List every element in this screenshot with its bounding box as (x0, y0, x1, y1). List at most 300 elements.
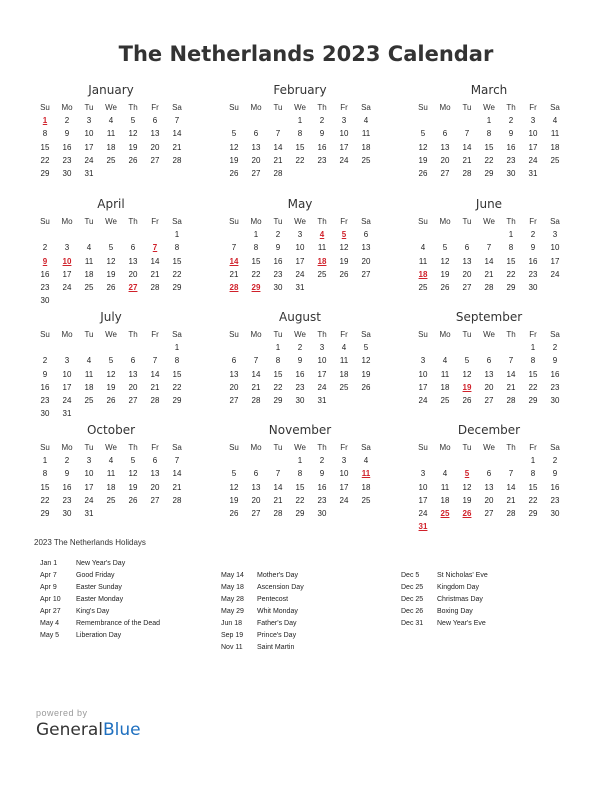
day-cell: 15 (506, 256, 516, 266)
day-cell: 11 (550, 129, 560, 139)
day-cell: 14 (484, 256, 494, 266)
day-cell: 27 (251, 168, 261, 178)
weekday-label: We (105, 103, 117, 112)
weekday-label: Th (506, 217, 516, 226)
holiday-date: Apr 27 (40, 608, 61, 615)
day-cell: 6 (486, 356, 492, 366)
day-cell: 22 (40, 495, 50, 505)
day-cell: 6 (253, 469, 259, 479)
day-cell: 27 (484, 395, 494, 405)
day-cell: 3 (420, 356, 426, 366)
holiday-item (221, 582, 304, 594)
day-cell: 9 (42, 256, 48, 266)
day-cell: 11 (106, 129, 116, 139)
day-cell: 20 (229, 382, 239, 392)
holiday-item (40, 582, 160, 594)
day-cell: 25 (440, 395, 450, 405)
day-cell: 8 (275, 356, 281, 366)
weekday-label: Su (40, 443, 50, 452)
day-cell: 10 (84, 469, 94, 479)
day-cell: 23 (62, 495, 72, 505)
day-cell: 28 (251, 395, 261, 405)
day-cell: 25 (84, 395, 94, 405)
holiday-item (40, 558, 160, 570)
day-cell: 10 (339, 129, 349, 139)
day-cell: 10 (84, 129, 94, 139)
weekday-label: We (105, 330, 117, 339)
day-cell: 7 (464, 129, 470, 139)
day-cell: 13 (251, 142, 261, 152)
holiday-date: May 18 (221, 584, 244, 591)
day-cell: 25 (106, 155, 116, 165)
day-cell: 26 (440, 282, 450, 292)
day-cell: 20 (128, 382, 138, 392)
day-cell: 5 (341, 230, 347, 240)
day-cell: 30 (506, 168, 516, 178)
day-cell: 11 (339, 356, 349, 366)
weekday-label: We (294, 330, 306, 339)
weekday-label: Sa (550, 103, 560, 112)
weekday-label: Sa (172, 330, 182, 339)
day-cell: 24 (528, 155, 538, 165)
weekday-label: Mo (61, 330, 73, 339)
month-grid (223, 215, 377, 294)
day-cell: 22 (295, 495, 305, 505)
weekday-label: Fr (529, 330, 537, 339)
day-cell: 4 (108, 116, 114, 126)
day-cell: 14 (506, 482, 516, 492)
day-cell: 27 (128, 395, 138, 405)
day-cell: 18 (106, 482, 116, 492)
weekday-label: Th (128, 217, 138, 226)
month-name: September (455, 310, 523, 324)
weekday-label: Fr (151, 103, 159, 112)
day-cell: 3 (64, 243, 70, 253)
empty-cell (245, 114, 267, 127)
day-cell: 27 (229, 395, 239, 405)
weekday-label: Sa (361, 103, 371, 112)
day-cell: 21 (506, 495, 516, 505)
day-cell: 8 (42, 129, 48, 139)
day-cell: 12 (440, 256, 450, 266)
weekday-label: Fr (340, 443, 348, 452)
empty-cell (500, 341, 522, 354)
day-cell: 13 (128, 369, 138, 379)
day-cell: 3 (297, 230, 303, 240)
holiday-item (221, 606, 304, 618)
day-cell: 12 (106, 256, 116, 266)
holiday-name: Kingdom Day (437, 584, 480, 591)
weekday-label: Tu (462, 103, 472, 112)
day-cell: 23 (550, 382, 560, 392)
day-cell: 24 (62, 395, 72, 405)
day-cell: 12 (229, 482, 239, 492)
day-cell: 14 (150, 369, 160, 379)
day-cell: 2 (552, 343, 558, 353)
day-cell: 23 (528, 269, 538, 279)
day-cell: 2 (319, 116, 325, 126)
day-cell: 22 (251, 269, 261, 279)
day-cell: 3 (420, 469, 426, 479)
day-cell: 5 (130, 116, 136, 126)
day-cell: 15 (273, 369, 283, 379)
weekday-label: Th (506, 330, 516, 339)
weekday-label: We (294, 103, 306, 112)
day-cell: 21 (273, 495, 283, 505)
day-cell: 20 (462, 269, 472, 279)
day-cell: 7 (231, 243, 237, 253)
day-cell: 5 (231, 129, 237, 139)
day-cell: 1 (174, 230, 180, 240)
holiday-name: Father's Day (257, 620, 297, 627)
day-cell: 25 (440, 508, 450, 518)
weekday-label: We (483, 103, 495, 112)
day-cell: 11 (361, 469, 371, 479)
day-cell: 7 (486, 243, 492, 253)
day-cell: 14 (150, 256, 160, 266)
day-cell: 22 (172, 382, 182, 392)
day-cell: 15 (528, 482, 538, 492)
month-august (223, 309, 377, 407)
day-cell: 3 (552, 230, 558, 240)
day-cell: 14 (172, 469, 182, 479)
day-cell: 11 (84, 256, 94, 266)
day-cell: 30 (40, 409, 50, 419)
day-cell: 24 (550, 269, 560, 279)
weekday-label: Mo (61, 103, 73, 112)
holiday-name: Christmas Day (437, 596, 483, 603)
month-name: August (279, 310, 321, 324)
day-cell: 4 (86, 243, 92, 253)
day-cell: 25 (84, 282, 94, 292)
day-cell: 9 (64, 129, 70, 139)
day-cell: 6 (442, 129, 448, 139)
day-cell: 26 (418, 168, 428, 178)
day-cell: 6 (152, 116, 158, 126)
day-cell: 17 (62, 382, 72, 392)
day-cell: 6 (152, 456, 158, 466)
day-cell: 1 (297, 116, 303, 126)
day-cell: 23 (550, 495, 560, 505)
holiday-item (221, 642, 304, 654)
holiday-item (40, 630, 160, 642)
empty-cell (412, 454, 434, 467)
day-cell: 12 (339, 243, 349, 253)
weekday-label: Su (418, 330, 428, 339)
day-cell: 6 (486, 469, 492, 479)
day-cell: 14 (273, 482, 283, 492)
empty-cell (100, 228, 122, 241)
month-name: December (457, 423, 521, 437)
day-cell: 24 (62, 282, 72, 292)
day-cell: 23 (317, 155, 327, 165)
empty-cell (456, 454, 478, 467)
holiday-date: Jan 1 (40, 560, 58, 567)
day-cell: 15 (40, 482, 50, 492)
holiday-item (221, 630, 304, 642)
day-cell: 10 (317, 356, 327, 366)
day-cell: 20 (484, 382, 494, 392)
day-cell: 20 (150, 482, 160, 492)
empty-cell (456, 228, 478, 241)
day-cell: 28 (273, 508, 283, 518)
holiday-date: May 28 (221, 596, 244, 603)
day-cell: 12 (128, 129, 138, 139)
day-cell: 15 (484, 142, 494, 152)
day-cell: 17 (84, 142, 94, 152)
month-grid (223, 328, 377, 407)
empty-cell (412, 341, 434, 354)
weekday-label: Su (229, 443, 239, 452)
day-cell: 4 (552, 116, 558, 126)
day-cell: 17 (418, 495, 428, 505)
day-cell: 9 (275, 243, 281, 253)
day-cell: 17 (339, 142, 349, 152)
holiday-item (40, 618, 160, 630)
day-cell: 8 (297, 129, 303, 139)
weekday-label: Su (229, 217, 239, 226)
day-cell: 19 (361, 369, 371, 379)
weekday-label: Th (128, 443, 138, 452)
day-cell: 31 (295, 282, 305, 292)
day-cell: 25 (361, 155, 371, 165)
holiday-name: St Nicholas' Eve (437, 572, 488, 579)
month-grid (34, 101, 188, 180)
day-cell: 1 (174, 343, 180, 353)
weekday-label: Fr (529, 217, 537, 226)
day-cell: 18 (361, 482, 371, 492)
weekday-label: Th (317, 103, 327, 112)
day-cell: 7 (253, 356, 259, 366)
day-cell: 1 (297, 456, 303, 466)
day-cell: 3 (341, 456, 347, 466)
day-cell: 14 (229, 256, 239, 266)
day-cell: 7 (508, 356, 514, 366)
day-cell: 10 (339, 469, 349, 479)
day-cell: 8 (530, 356, 536, 366)
month-name: January (88, 83, 134, 97)
day-cell: 4 (108, 456, 114, 466)
day-cell: 11 (106, 469, 116, 479)
day-cell: 8 (530, 469, 536, 479)
weekday-label: Sa (172, 443, 182, 452)
day-cell: 1 (253, 230, 259, 240)
day-cell: 18 (84, 382, 94, 392)
day-cell: 19 (440, 269, 450, 279)
day-cell: 18 (317, 256, 327, 266)
day-cell: 14 (506, 369, 516, 379)
weekday-label: Tu (84, 443, 94, 452)
weekday-label: Mo (61, 217, 73, 226)
day-cell: 7 (174, 456, 180, 466)
weekday-label: Su (229, 103, 239, 112)
holiday-name: Boxing Day (437, 608, 473, 615)
holiday-name: Whit Monday (257, 608, 298, 615)
day-cell: 8 (508, 243, 514, 253)
holiday-date: Apr 7 (40, 572, 57, 579)
day-cell: 28 (462, 168, 472, 178)
empty-cell (223, 114, 245, 127)
day-cell: 22 (528, 495, 538, 505)
day-cell: 16 (295, 369, 305, 379)
weekday-label: Sa (550, 443, 560, 452)
day-cell: 28 (172, 495, 182, 505)
weekday-label: Mo (250, 443, 262, 452)
day-cell: 3 (530, 116, 536, 126)
day-cell: 16 (550, 369, 560, 379)
day-cell: 21 (273, 155, 283, 165)
day-cell: 2 (275, 230, 281, 240)
day-cell: 18 (361, 142, 371, 152)
day-cell: 31 (418, 522, 428, 532)
day-cell: 2 (297, 343, 303, 353)
day-cell: 18 (440, 382, 450, 392)
day-cell: 10 (295, 243, 305, 253)
day-cell: 30 (62, 508, 72, 518)
day-cell: 13 (462, 256, 472, 266)
empty-cell (434, 341, 456, 354)
day-cell: 5 (464, 356, 470, 366)
day-cell: 5 (464, 469, 470, 479)
day-cell: 24 (84, 495, 94, 505)
day-cell: 10 (62, 369, 72, 379)
day-cell: 8 (253, 243, 259, 253)
weekday-label: Su (40, 330, 50, 339)
month-grid (412, 328, 566, 407)
day-cell: 18 (84, 269, 94, 279)
weekday-label: Tu (462, 330, 472, 339)
day-cell: 9 (552, 356, 558, 366)
day-cell: 29 (506, 282, 516, 292)
day-cell: 28 (172, 155, 182, 165)
weekday-label: Mo (439, 217, 451, 226)
month-november (223, 422, 377, 520)
holiday-date: Apr 9 (40, 584, 57, 591)
day-cell: 6 (464, 243, 470, 253)
holiday-name: Prince's Day (257, 632, 297, 639)
weekday-label: Fr (529, 443, 537, 452)
holiday-item (40, 606, 160, 618)
month-name: February (273, 83, 327, 97)
day-cell: 12 (128, 469, 138, 479)
empty-cell (223, 454, 245, 467)
day-cell: 27 (484, 508, 494, 518)
holiday-name: Easter Sunday (76, 584, 122, 591)
month-grid (34, 215, 188, 307)
weekday-label: Tu (462, 217, 472, 226)
holiday-name: Easter Monday (76, 596, 124, 603)
day-cell: 30 (317, 508, 327, 518)
day-cell: 3 (64, 356, 70, 366)
day-cell: 23 (40, 282, 50, 292)
day-cell: 16 (62, 482, 72, 492)
weekday-label: Sa (361, 443, 371, 452)
day-cell: 28 (273, 168, 283, 178)
day-cell: 11 (418, 256, 428, 266)
holiday-name: New Year's Day (76, 560, 126, 567)
logo-blue: Blue (103, 720, 141, 740)
day-cell: 11 (440, 369, 450, 379)
month-grid (223, 101, 377, 180)
empty-cell (34, 341, 56, 354)
day-cell: 14 (251, 369, 261, 379)
day-cell: 31 (62, 409, 72, 419)
weekday-label: Sa (172, 103, 182, 112)
weekday-label: Tu (273, 103, 283, 112)
weekday-label: We (483, 330, 495, 339)
day-cell: 15 (40, 142, 50, 152)
day-cell: 28 (506, 508, 516, 518)
holiday-item (221, 594, 304, 606)
day-cell: 21 (150, 382, 160, 392)
day-cell: 28 (229, 282, 239, 292)
holiday-name: King's Day (76, 608, 110, 615)
month-march (412, 82, 566, 180)
month-january (34, 82, 188, 180)
day-cell: 11 (361, 129, 371, 139)
weekday-label: Tu (84, 330, 94, 339)
day-cell: 30 (550, 395, 560, 405)
day-cell: 18 (339, 369, 349, 379)
holiday-item (401, 582, 488, 594)
day-cell: 7 (508, 469, 514, 479)
day-cell: 5 (108, 356, 114, 366)
day-cell: 21 (484, 269, 494, 279)
month-name: May (287, 197, 313, 211)
holiday-date: Nov 11 (221, 644, 243, 651)
day-cell: 27 (462, 282, 472, 292)
holiday-date: Dec 25 (401, 596, 424, 603)
day-cell: 9 (530, 243, 536, 253)
day-cell: 16 (317, 482, 327, 492)
empty-cell (478, 228, 500, 241)
day-cell: 14 (273, 142, 283, 152)
holiday-date: Dec 31 (401, 620, 424, 627)
weekday-label: Th (317, 217, 327, 226)
day-cell: 17 (418, 382, 428, 392)
day-cell: 30 (528, 282, 538, 292)
empty-cell (500, 454, 522, 467)
day-cell: 22 (506, 269, 516, 279)
holiday-column (40, 558, 160, 642)
day-cell: 15 (172, 256, 182, 266)
month-name: March (470, 83, 508, 97)
holiday-item (40, 570, 160, 582)
weekday-label: Sa (361, 217, 371, 226)
day-cell: 12 (462, 482, 472, 492)
day-cell: 15 (528, 369, 538, 379)
day-cell: 17 (528, 142, 538, 152)
holiday-name: Mother's Day (257, 572, 299, 579)
day-cell: 9 (64, 469, 70, 479)
day-cell: 9 (319, 469, 325, 479)
holiday-date: Dec 25 (401, 584, 424, 591)
weekday-label: We (483, 443, 495, 452)
month-name: April (97, 197, 125, 211)
empty-cell (78, 228, 100, 241)
day-cell: 13 (251, 482, 261, 492)
empty-cell (434, 114, 456, 127)
day-cell: 10 (418, 369, 428, 379)
day-cell: 9 (297, 356, 303, 366)
weekday-label: Fr (340, 330, 348, 339)
day-cell: 26 (339, 269, 349, 279)
month-grid (412, 101, 566, 180)
day-cell: 19 (229, 495, 239, 505)
day-cell: 19 (462, 382, 472, 392)
month-name: October (86, 423, 136, 437)
day-cell: 25 (418, 282, 428, 292)
